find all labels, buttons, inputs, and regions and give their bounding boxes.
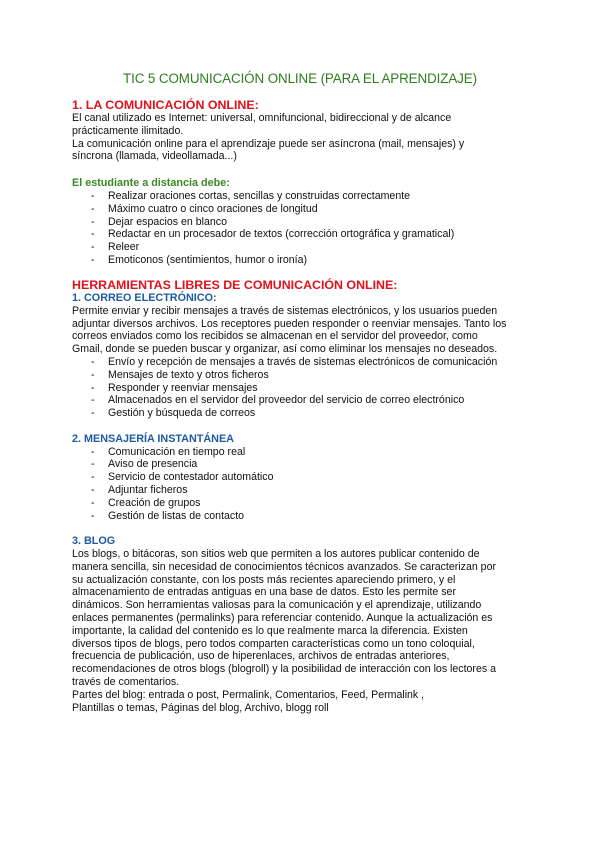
list-item-text: Servicio de contestador automático	[108, 471, 274, 484]
paragraph-line: prácticamente ilimitado.	[72, 124, 184, 137]
list-item	[72, 356, 542, 369]
list-item	[72, 446, 542, 459]
paragraph-line: diversos tipos de blogs, pero todos comparten características como un tono coloquial,	[72, 637, 475, 650]
bullet-list	[72, 190, 542, 267]
paragraph-line: Los blogs, o bitácoras, son sitios web que permiten a los autores publicar contenido de	[72, 547, 480, 560]
section-heading: 1. LA COMUNICACIÓN ONLINE:	[72, 98, 259, 112]
list-item	[72, 382, 542, 395]
list-item	[72, 369, 542, 382]
list-item	[72, 471, 542, 484]
paragraph-line: almacenamiento de entradas antiguas en una base de datos. Esto les permite ser	[72, 586, 456, 599]
paragraph-line: Gmail, donde se pueden buscar y organizar, así como eliminar los mensajes no deseados.	[72, 343, 498, 356]
paragraph	[72, 548, 542, 714]
bullet-dash: -	[91, 407, 95, 420]
paragraph-line: El canal utilizado es Internet: universal, omnifuncional, bidireccional y de alcance	[72, 112, 452, 124]
bullet-list	[72, 356, 542, 420]
bullet-dash: -	[91, 496, 95, 509]
list-item	[72, 228, 542, 241]
bullet-dash: -	[91, 202, 95, 215]
bullet-dash: -	[91, 471, 95, 484]
list-item-text: Creación de grupos	[108, 496, 201, 509]
paragraph-line: manera sencilla, sin necesidad de conocimientos técnicos avanzados. Se caracterizan por	[72, 560, 496, 573]
bullet-dash: -	[91, 241, 95, 254]
paragraph	[72, 305, 542, 356]
list-item-text: Redactar en un procesador de textos (corrección ortográfica y gramatical)	[108, 228, 455, 241]
list-item-text: Almacenados en el servidor del proveedor del servicio de correo electrónico	[108, 394, 465, 407]
list-item	[72, 203, 542, 216]
bullet-list	[72, 446, 542, 523]
list-item-text: Dejar espacios en blanco	[108, 215, 227, 228]
list-item	[72, 458, 542, 471]
paragraph-line: dinámicos. Son herramientas valiosas para la comunicación y el aprendizaje, utilizando	[72, 599, 482, 612]
list-item	[72, 394, 542, 407]
paragraph-line: través de comentarios.	[72, 675, 180, 688]
list-item	[72, 216, 542, 229]
section-online-communication	[72, 98, 542, 267]
list-item	[72, 241, 542, 254]
list-item	[72, 497, 542, 510]
list-item-text: Gestión de listas de contacto	[108, 509, 245, 522]
im-heading: 2. MENSAJERÍA INSTANTÁNEA	[72, 432, 234, 445]
bullet-dash: -	[91, 483, 95, 496]
paragraph-line: Plantillas o temas, Páginas del blog, Archivo, blogg roll	[72, 701, 329, 714]
list-item	[72, 484, 542, 497]
paragraph-line: Permite enviar y recibir mensajes a través de sistemas electrónicos, y los usuarios pueden	[72, 304, 498, 317]
bullet-dash: -	[91, 215, 95, 228]
list-item	[72, 510, 542, 523]
bullet-dash: -	[91, 253, 95, 266]
bullet-dash: -	[91, 228, 95, 241]
bullet-dash: -	[91, 381, 95, 394]
bullet-dash: -	[91, 394, 95, 407]
email-heading: 1. CORREO ELECTRÓNICO:	[72, 292, 217, 304]
bullet-dash: -	[91, 355, 95, 368]
paragraph-line: su actualización constante, con los posts más recientes apareciendo primero, y el	[72, 573, 456, 586]
bullet-dash: -	[91, 189, 95, 202]
list-item-text: Gestión y búsqueda de correos	[108, 407, 256, 420]
paragraph	[72, 112, 542, 163]
paragraph-line: importante, la calidad del contenido es lo que realmente marca la diferencia. Existen	[72, 624, 468, 637]
bullet-dash: -	[91, 509, 95, 522]
subheading: El estudiante a distancia debe:	[72, 177, 230, 190]
list-item-text: Responder y reenviar mensajes	[108, 381, 258, 394]
bullet-dash: -	[91, 368, 95, 381]
paragraph-line: síncrona (llamada, videollamada...)	[72, 150, 237, 163]
list-item	[72, 407, 542, 420]
list-item-text: Emoticonos (sentimientos, humor o ironía)	[108, 253, 308, 266]
list-item	[72, 254, 542, 267]
blog-heading: 3. BLOG	[72, 535, 116, 548]
bullet-dash: -	[91, 445, 95, 458]
list-item-text: Adjuntar ficheros	[108, 483, 188, 496]
paragraph-line: enlaces permanentes (permalinks) para referenciar contenido. Aunque la actualización es	[72, 611, 493, 624]
bullet-dash: -	[91, 458, 95, 471]
paragraph-line: frecuencia de publicación, uso de hiperenlaces, archivos de entradas anteriores,	[72, 650, 450, 663]
list-item-text: Máximo cuatro o cinco oraciones de longitud	[108, 202, 318, 215]
list-item-text: Aviso de presencia	[108, 458, 198, 471]
list-item-text: Comunicación en tiempo real	[108, 445, 246, 458]
section-heading: HERRAMIENTAS LIBRES DE COMUNICACIÓN ONLINE:	[72, 278, 398, 292]
paragraph-line: La comunicación online para el aprendizaje puede ser asíncrona (mail, mensajes) y	[72, 137, 465, 150]
list-item-text: Releer	[108, 241, 140, 254]
list-item-text: Realizar oraciones cortas, sencillas y construidas correctamente	[108, 189, 411, 202]
paragraph-line: correos enviados como los recibidos se almacenan en el servidor del proveedor, como	[72, 330, 478, 343]
list-item-text: Mensajes de texto y otros ficheros	[108, 368, 269, 381]
document-title: TIC 5 COMUNICACIÓN ONLINE (PARA EL APRENDIZAJE)	[123, 71, 477, 86]
list-item-text: Envío y recepción de mensajes a través de sistemas electrónicos de comunicación	[108, 355, 498, 368]
paragraph-line: Partes del blog: entrada o post, Permalink, Comentarios, Feed, Permalink ,	[72, 688, 425, 701]
paragraph-line: recomendaciones de otros blogs (blogroll) y la posibilidad de interacción con los lectores a	[72, 663, 496, 676]
section-tools	[72, 278, 542, 714]
paragraph-line: adjuntar diversos archivos. Los receptores pueden responder o reenviar mensajes. Tanto los	[72, 317, 507, 330]
list-item	[72, 190, 542, 203]
